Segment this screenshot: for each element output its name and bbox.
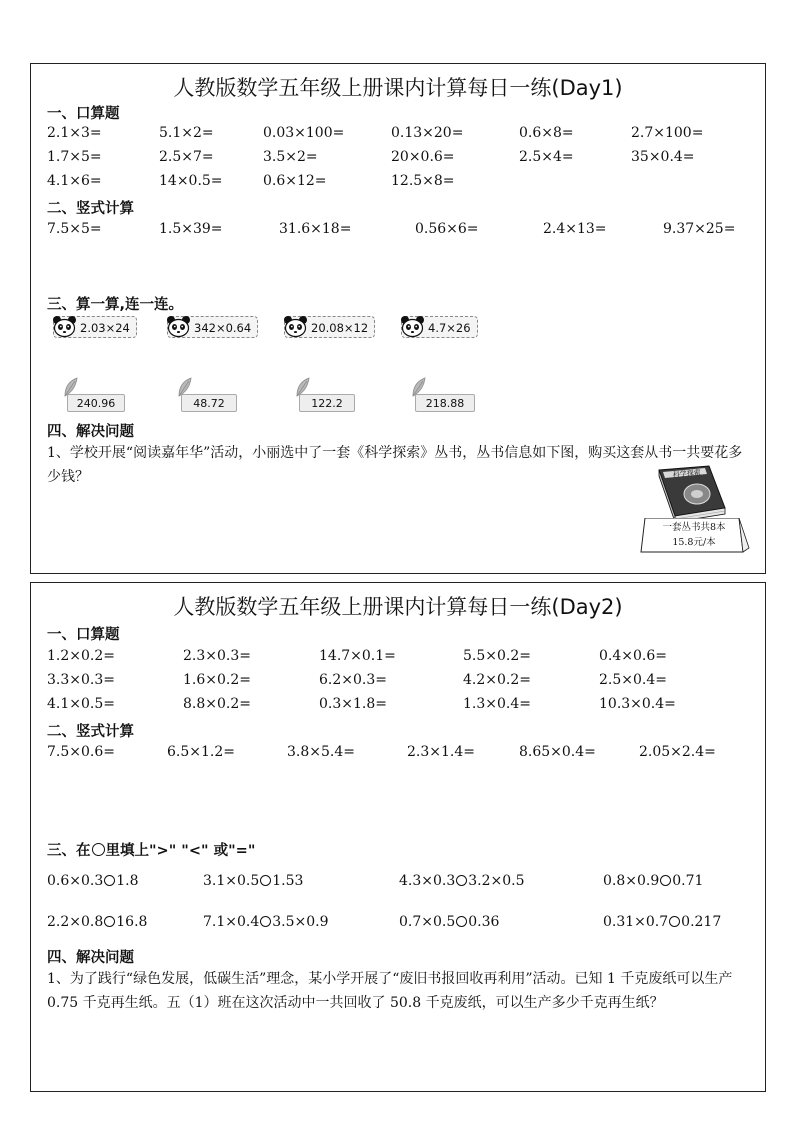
oral-item: 1.7×5= [47,149,102,165]
day2-compare-heading [47,839,255,860]
panda-icon [52,315,78,339]
day2-title: 人教版数学五年级上册课内计算每日一练(Day2) [173,595,623,619]
panda-icon [400,315,426,339]
compare-right: 3.5×0.9 [272,914,329,930]
compare-item [203,873,303,889]
compare-right: 1.8 [116,873,139,889]
oral-item: 2.7×100= [631,125,704,141]
book-cover-title: 科学探索 [672,468,702,479]
compare-circle[interactable] [669,916,680,927]
answer-tag[interactable] [409,377,465,410]
compare-item [203,914,329,930]
compare-item [399,914,499,930]
compare-circle[interactable] [456,875,467,886]
circle-icon [92,843,105,856]
oral-item: 0.13×20= [391,125,464,141]
oral-item: 2.5×7= [159,149,214,165]
oral-item: 5.5×0.2= [463,648,531,664]
compare-left: 2.2×0.8 [47,914,104,930]
compare-left: 0.31×0.7 [603,914,669,930]
panda-card[interactable] [284,316,375,338]
oral-item: 0.03×100= [263,125,345,141]
sign-text-count: 一套丛书共8本 [662,522,726,533]
compare-right: 3.2×0.5 [468,873,525,889]
compare-right: 0.71 [672,873,704,889]
day1-problem-heading: 四、解决问题 [47,424,134,440]
match-question: 342×0.64 [194,321,252,335]
oral-item: 1.6×0.2= [183,672,251,688]
match-question: 20.08×12 [311,321,369,335]
compare-circle[interactable] [260,916,271,927]
compare-right: 0.36 [468,914,500,930]
oral-item: 2.1×3= [47,125,102,141]
oral-item: 0.4×0.6= [599,648,667,664]
compare-left: 3.1×0.5 [203,873,260,889]
panda-card[interactable] [167,316,258,338]
vertical-item: 2.3×1.4= [407,744,475,760]
vertical-item: 7.5×0.6= [47,744,115,760]
vertical-item: 0.56×6= [415,221,479,237]
day2-problem-heading: 四、解决问题 [47,950,134,966]
day1-title: 人教版数学五年级上册课内计算每日一练(Day1) [173,76,623,100]
oral-item: 4.1×0.5= [47,696,115,712]
oral-item: 5.1×2= [159,125,214,141]
compare-circle[interactable] [104,875,115,886]
day1-vertical-heading: 二、竖式计算 [47,201,134,217]
answer-tag[interactable] [293,377,343,410]
answer-tag[interactable] [61,377,116,410]
vertical-item: 7.5×5= [47,221,102,237]
match-question: 2.03×24 [80,321,130,335]
compare-left: 0.7×0.5 [399,914,456,930]
book-set-illustration [639,464,751,554]
oral-item: 0.6×8= [519,125,574,141]
day1-problem-text: 1、学校开展“阅读嘉年华”活动，小丽选中了一套《科学探索》丛书，丛书信息如下图，购买这套从书一共要花多少钱？ [47,445,743,485]
sign-text-price: 15.8元/本 [672,537,716,548]
oral-item: 1.3×0.4= [463,696,531,712]
compare-item [399,873,525,889]
compare-left: 4.3×0.3 [399,873,456,889]
oral-item: 3.3×0.3= [47,672,115,688]
day1-oral-heading: 一、口算题 [47,106,120,122]
oral-item: 20×0.6= [391,149,455,165]
vertical-item: 6.5×1.2= [167,744,235,760]
compare-left: 7.1×0.4 [203,914,260,930]
compare-circle[interactable] [660,875,671,886]
oral-item: 1.2×0.2= [47,648,115,664]
match-answer: 48.72 [181,394,237,412]
oral-item: 3.5×2= [263,149,318,165]
panda-icon [283,315,309,339]
day2-vertical-heading: 二、竖式计算 [47,724,134,740]
vertical-item: 8.65×0.4= [519,744,596,760]
oral-item: 8.8×0.2= [183,696,251,712]
compare-right: 16.8 [116,914,148,930]
oral-item: 2.3×0.3= [183,648,251,664]
compare-item [603,873,703,889]
oral-item: 0.6×12= [263,173,327,189]
compare-right: 1.53 [272,873,304,889]
oral-item: 4.2×0.2= [463,672,531,688]
day1-match-heading: 三、算一算,连一连。 [47,297,184,313]
oral-item: 10.3×0.4= [599,696,676,712]
vertical-item: 2.4×13= [543,221,607,237]
oral-item: 14.7×0.1= [319,648,396,664]
compare-item [603,914,721,930]
compare-circle[interactable] [456,916,467,927]
panda-icon [166,315,192,339]
oral-item: 4.1×6= [47,173,102,189]
compare-left: 0.6×0.3 [47,873,104,889]
compare-item [47,914,147,930]
oral-item: 35×0.4= [631,149,695,165]
day2-worksheet [30,582,766,1092]
oral-item: 2.5×4= [519,149,574,165]
vertical-item: 1.5×39= [159,221,223,237]
answer-tag[interactable] [175,377,225,410]
compare-heading-prefix: 三、在 [47,843,91,859]
compare-heading-suffix: 里填上">" "<" 或"=" [105,843,256,859]
match-answer: 240.96 [67,394,125,412]
compare-left: 0.8×0.9 [603,873,660,889]
day2-oral-heading: 一、口算题 [47,627,120,643]
compare-circle[interactable] [260,875,271,886]
vertical-item: 9.37×25= [663,221,736,237]
vertical-item: 31.6×18= [279,221,352,237]
match-answer: 218.88 [415,394,475,412]
oral-item: 2.5×0.4= [599,672,667,688]
panda-card[interactable] [53,316,137,338]
oral-item: 12.5×8= [391,173,455,189]
match-question: 4.7×26 [428,321,471,335]
oral-item: 6.2×0.3= [319,672,387,688]
panda-card[interactable] [401,316,478,338]
day1-worksheet [30,63,766,574]
book-icon [639,464,751,524]
vertical-item: 2.05×2.4= [639,744,716,760]
vertical-item: 3.8×5.4= [287,744,355,760]
compare-item [47,873,139,889]
day2-problem-text: 1、为了践行“绿色发展，低碳生活”理念，某小学开展了“废旧书报回收再利用”活动。已知 1 千克废纸可以生产 0.75 千克再生纸。五（1）班在这次活动中一共回收了 50.8 千克废纸，可以生产多少千克再生纸？ [47,971,733,1011]
compare-circle[interactable] [104,916,115,927]
oral-item: 0.3×1.8= [319,696,387,712]
match-answer: 122.2 [299,394,355,412]
compare-right: 0.217 [681,914,722,930]
oral-item: 14×0.5= [159,173,223,189]
